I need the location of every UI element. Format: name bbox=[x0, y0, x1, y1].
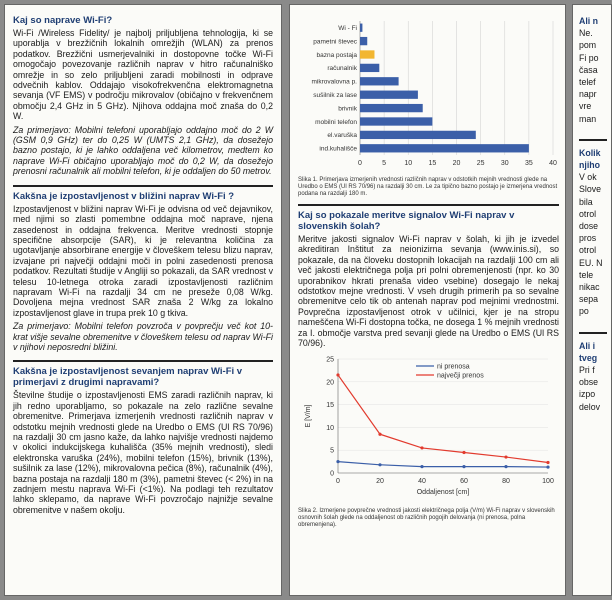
clipped-line: Ne. bbox=[579, 28, 593, 39]
clipped-line: telef bbox=[579, 77, 596, 88]
series-line bbox=[338, 372, 548, 463]
category-label: el.varuška bbox=[327, 132, 357, 140]
clipped-line: po bbox=[579, 306, 589, 317]
clipped-line: otrol bbox=[579, 245, 597, 256]
data-point bbox=[546, 461, 549, 464]
bar bbox=[360, 24, 362, 32]
clipped-line: tveg bbox=[579, 352, 598, 363]
y-tick-label: 10 bbox=[326, 425, 334, 433]
bar-chart bbox=[298, 15, 560, 170]
section-heading: Kaj so pokazale meritve signalov Wi-Fi naprav v slovenskih šolah? bbox=[298, 210, 515, 232]
x-tick-label: 40 bbox=[549, 160, 557, 167]
section-body: Izpostavljenost v bližini naprav Wi-Fi je odvisna od več dejavnikov, med njimi so zlasti pomembne oddajna moč naprave, njena zasedenost in oddajna frekvenca. Meritve vrednosti stopnje specifične absorpcije (SAR), ki je relevantna količina za ugotavljanje absorbirane energije v človeškem telesu blizu naprav, izvajane pri največji oddajni moči in polni zasedenosti prenosa podatkov. Rezultati študije v Angliji so pokazali, da SAR vrednost v telesu 10-letnega otroka zaradi izpostavljenosti različnim napravam Wi-Fi na razdalji 34 cm ne preseže 0,08 W/kg. Dovoljena mejna vrednost SAR znaša 2 W/kg za lokalno izpostavljenost glave in trupa prek 10 g tkiva. bbox=[13, 203, 273, 318]
x-tick-label: 0 bbox=[358, 160, 362, 167]
clipped-line: izpo bbox=[579, 389, 596, 400]
clipped-line: nikac bbox=[579, 282, 600, 293]
data-point bbox=[504, 465, 507, 468]
clipped-line: časa bbox=[579, 64, 598, 75]
category-label: ind.kuhališče bbox=[319, 145, 357, 153]
clipped-line: Ali i bbox=[579, 340, 596, 351]
data-point bbox=[420, 447, 423, 450]
section-example: Za primerjavo: Mobilni telefon povzroča v povprečju več kot 10-krat višje sevalne obremenitve v človeškem telesu od naprav Wi-Fi v njihovi neposredni bližini. bbox=[13, 321, 273, 352]
series-line bbox=[338, 462, 548, 467]
x-tick-label: 60 bbox=[460, 478, 468, 486]
x-tick-label: 40 bbox=[418, 478, 426, 486]
y-axis-label: E [V/m] bbox=[305, 404, 312, 428]
x-tick-label: 20 bbox=[376, 478, 384, 486]
x-tick-label: 20 bbox=[452, 160, 461, 167]
divider bbox=[13, 360, 273, 362]
clipped-line: vre bbox=[579, 101, 592, 112]
bar bbox=[360, 77, 399, 85]
data-point bbox=[336, 374, 339, 377]
clipped-line: Ali n bbox=[579, 16, 599, 26]
y-tick-label: 20 bbox=[326, 379, 334, 387]
clipped-line: tele bbox=[579, 269, 594, 280]
section-example: Za primerjavo: Mobilni telefoni uporabljajo oddajno moč do 2 W (GSM 0,9 GHz) ter do 0,25 W (UMTS 2,1 GHz), da dosežejo bazno postajo, ki je lahko oddaljena več kilometrov, medtem ko naprave Wi-Fi običajno uporabljajo moč do 0,2 W, da dosežejo prenosni računalnik ali mobilni telefon, ki je oddaljen do 50 metrov. bbox=[13, 124, 273, 177]
section-exposure-near bbox=[13, 191, 273, 353]
bar bbox=[360, 91, 418, 99]
bar bbox=[360, 50, 374, 58]
bar bbox=[360, 131, 476, 139]
data-point bbox=[462, 465, 465, 468]
section-body: Številne študije o izpostavljenosti EMS zaradi različnih naprav, ki jih redno uporabljamo, so pokazale na zelo različne sevalne obremenitve. Primerjava izmerjenih vrednosti različnih naprav v odstotku mejnih vrednosti glede na Uredbo o EMS (Ul RS 70/96) na razdalji 30 cm jasno kaže, da lahko najvišje vrednosti najdemo v okolici indukcijskega kuhališča (35% mejnih vrednosti), sledi elektronska varuška (24%), mobilni telefon (15%), brivnik (13%), sušilnik za lase (12%), mikrovalovna pečica (8%), računalnik (4%), bazna postaja na razdalji 180 m (3%), pametni števec (< 2%) in na zadnjem mestu naprava Wi-Fi (<1%). Na podlagi teh rezultatov lahko sklepamo, da naprave Wi-Fi povzročajo najnižje sevalne obremenitve v našem okolju. bbox=[13, 390, 273, 515]
clipped-line: napr bbox=[579, 89, 597, 100]
clipped-line: Pri f bbox=[579, 365, 595, 376]
x-axis-label: Oddaljenost [cm] bbox=[416, 489, 470, 497]
right-column-clipped bbox=[572, 4, 612, 596]
x-tick-label: 0 bbox=[336, 478, 340, 486]
divider bbox=[13, 185, 273, 187]
x-tick-label: 80 bbox=[502, 478, 510, 486]
data-point bbox=[546, 466, 549, 469]
divider bbox=[298, 204, 559, 206]
data-point bbox=[504, 456, 507, 459]
y-tick-label: 5 bbox=[330, 448, 334, 456]
section-wifi-intro bbox=[13, 15, 273, 177]
bar bbox=[360, 37, 367, 45]
x-tick-label: 35 bbox=[524, 160, 533, 167]
clipped-line: bila bbox=[579, 196, 593, 207]
y-tick-label: 15 bbox=[326, 402, 334, 410]
x-tick-label: 10 bbox=[404, 160, 413, 167]
data-point bbox=[420, 465, 423, 468]
category-label: mobilni telefon bbox=[315, 118, 357, 126]
data-point bbox=[378, 464, 381, 467]
section-exposure-compare bbox=[13, 366, 273, 515]
section-heading: Kakšna je izpostavljenost v bližini naprav Wi-Fi ? bbox=[13, 190, 235, 202]
middle-column bbox=[289, 4, 566, 596]
clipped-text bbox=[579, 15, 607, 413]
data-point bbox=[378, 433, 381, 436]
clipped-line: otrol bbox=[579, 208, 597, 219]
figure-caption-1: Slika 1. Primerjava izmerjenih vrednosti različnih naprav v odstotkih mejnih vrednosti glede na Uredbo o EMS (Ul RS 70/96) na razdalji 30 cm. Le za tipično bazno postajo je izmerjena vrednost podana na razdalji 180 m. bbox=[298, 177, 558, 197]
divider bbox=[579, 139, 607, 141]
legend-label: največji prenos bbox=[437, 372, 484, 380]
category-label: brivnik bbox=[338, 105, 357, 113]
clipped-line: sepa bbox=[579, 294, 599, 305]
section-heading: Kaj so naprave Wi-Fi? bbox=[13, 15, 113, 26]
bar bbox=[360, 144, 529, 152]
section-body: Meritve jakosti signalov Wi-Fi naprav v šolah, ki jih je izvedel akreditiran Inštitut za neionizirna sevanja (www.inis.si), so pokazale, da na človeku dostopnih lokacijah na razdalji 100 cm ali več jakosti električnega polja pri polni obremenjenosti (npr. ko 30 uporabnikov hkrati prenaša video vsebine) dosegajo le nekaj odstotkov mejne vrednosti. V vseh drugih primerih pa so sevalne obremenitve celo tik ob antenah naprav pod mejnimi vrednostmi. Povprečna izpostavljenost otrok v učilnici, kjer je na stropu nameščena Wi-Fi dostopna točka, ne dosega 1 % mejnih vrednosti za I. območje varstva pred sevanji glede na Uredbo o EMS (Ul RS 70/96). bbox=[298, 234, 559, 349]
y-tick-label: 25 bbox=[326, 356, 334, 364]
clipped-line: njiho bbox=[579, 160, 601, 171]
clipped-line: pros bbox=[579, 233, 597, 244]
category-label: mikrovalovna p. bbox=[311, 78, 357, 86]
left-column bbox=[4, 4, 282, 596]
bar bbox=[360, 104, 423, 112]
category-label: bazna postaja bbox=[316, 51, 357, 59]
category-label: sušilnik za lase bbox=[313, 92, 357, 99]
clipped-line: Kolik bbox=[579, 147, 601, 158]
divider bbox=[579, 332, 607, 334]
x-tick-label: 30 bbox=[500, 160, 509, 167]
clipped-line: pom bbox=[579, 40, 597, 51]
clipped-line: Fi po bbox=[579, 52, 599, 63]
figure-caption-2: Slika 2. Izmerjene povprečne vrednosti jakosti električnega polja (V/m) Wi-Fi naprav v slovenskih osnovnih šolah glede na oddaljenost ob različnih pogojih delovanja (ni prenosa, polna obremenjena). bbox=[298, 508, 555, 529]
x-tick-label: 15 bbox=[428, 160, 437, 167]
data-point bbox=[462, 451, 465, 454]
line-chart bbox=[298, 351, 560, 501]
clipped-line: delov bbox=[579, 401, 601, 412]
category-label: pametni števec bbox=[313, 38, 357, 46]
clipped-line: obse bbox=[579, 377, 599, 388]
x-tick-label: 100 bbox=[542, 478, 554, 486]
category-label: računalnik bbox=[327, 65, 357, 73]
y-tick-label: 0 bbox=[330, 470, 334, 478]
bar bbox=[360, 117, 432, 125]
data-point bbox=[336, 460, 339, 463]
clipped-line: man bbox=[579, 113, 597, 124]
clipped-line: Slove bbox=[579, 184, 602, 195]
bar bbox=[360, 64, 379, 72]
x-tick-label: 5 bbox=[382, 160, 387, 167]
clipped-line: EU. N bbox=[579, 257, 603, 268]
category-label: Wi - Fi bbox=[338, 25, 357, 32]
x-tick-label: 25 bbox=[476, 160, 485, 167]
clipped-line: V ok bbox=[579, 172, 597, 183]
legend-label: ni prenosa bbox=[437, 363, 470, 371]
clipped-line: dose bbox=[579, 221, 599, 232]
section-heading: Kakšna je izpostavljenost sevanjem naprav Wi-Fi v primerjavi z drugimi napravami? bbox=[13, 366, 243, 389]
section-body: Wi-Fi /Wireless Fidelity/ je najbolj priljubljena tehnologija, ki se uporablja v brezžičnih lokalnih omrežjih (WLAN) za prenos podatkov. Brezžični usmerjevalniki in dostopovne točke Wi-Fi omogočajo povezovanje različnih naprav v hitro računalniško omrežje in so zelo priljubljeni zaradi mobilnosti in odprave odvečnih kablov. Oddajajo visokofrekvenčna elektromagnetna sevanja (VF EMS) v področju mikrovalov (običajno v frekvenčnem območju 2,4 GHz in 5 GHz). Njihova oddajna moč znaša do 0,2 W. bbox=[13, 28, 273, 122]
